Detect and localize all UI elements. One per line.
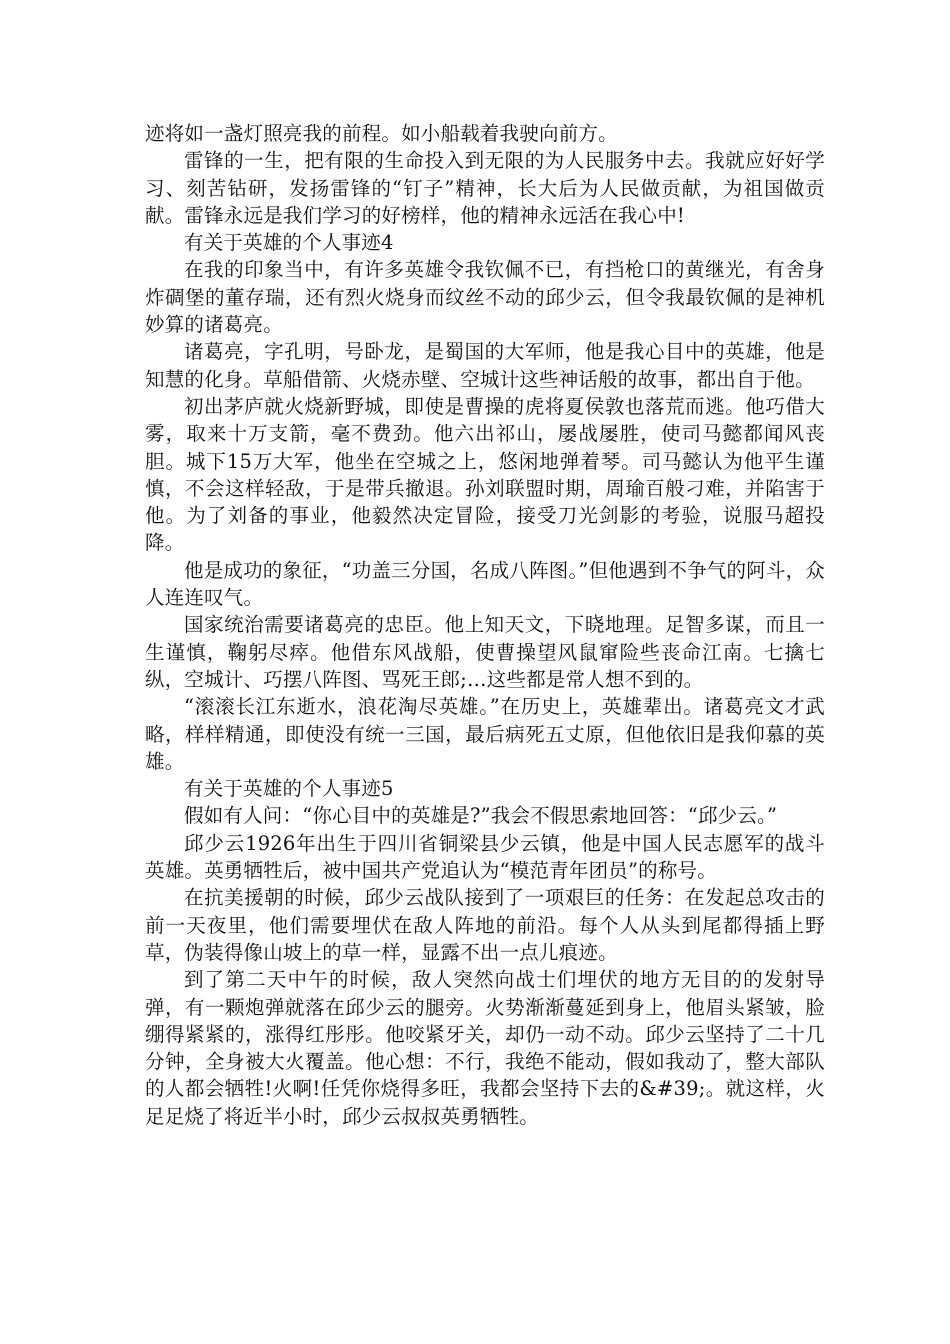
paragraph: 邱少云1926年出生于四川省铜梁县少云镇，他是中国人民志愿军的战斗英雄。英勇牺牲后，被中国共产党追认为“模范青年团员”的称号。 <box>145 831 825 883</box>
paragraph: 诸葛亮，字孔明，号卧龙，是蜀国的大军师，他是我心目中的英雄，他是知慧的化身。草船借箭、火烧赤壁、空城计这些神话般的故事，都出自于他。 <box>145 340 825 391</box>
paragraph: 在抗美援朝的时候，邱少云战队接到了一项艰巨的任务：在发起总攻击的前一天夜里，他们需要埋伏在敌人阵地的前沿。每个人从头到尾都得插上野草，伪装得像山坡上的草一样，显露不出一点儿痕迹。 <box>145 886 825 964</box>
paragraph: 假如有人问：“你心目中的英雄是?”我会不假思索地回答：“邱少云。” <box>184 804 778 828</box>
document-page <box>145 120 825 1130</box>
paragraph: 迹将如一盏灯照亮我的前程。如小船载着我驶向前方。 <box>145 122 618 145</box>
paragraph: “滚滚长江东逝水，浪花淘尽英雄。”在历史上，英雄辈出。诸葛亮文才武略，样样精通，即使没有统一三国，最后病死五丈原，但他依旧是我仰慕的英雄。 <box>145 695 825 773</box>
paragraph: 雷锋的一生，把有限的生命投入到无限的为人民服务中去。我就应好好学习、刻苦钻研，发扬雷锋的“钉子”精神，长大后为人民做贡献，为祖国做贡献。雷锋永远是我们学习的好榜样，他的精神永远活在我心中! <box>145 149 825 227</box>
paragraph: 到了第二天中午的时候，敌人突然向战士们埋伏的地方无目的的发射导弹，有一颗炮弹就落在邱少云的腿旁。火势渐渐蔓延到身上，他眉头紧皱，脸绷得紧紧的，涨得红彤彤。他咬紧牙关，却仍一动不动。邱少云坚持了二十几分钟，全身被大火覆盖。他心想：不行，我绝不能动，假如我动了，整大部队的人都会牺牲!火啊!任凭你烧得多旺，我都会坚持下去的&#39;。就这样，火足足烧了将近半小时，邱少云叔叔英勇牺牲。 <box>145 968 825 1128</box>
paragraph: 初出茅庐就火烧新野城，即使是曹操的虎将夏侯敦也落荒而逃。他巧借大雾，取来十万支箭，毫不费劲。他六出祁山，屡战屡胜，使司马懿都闻风丧胆。城下15万大军，他坐在空城之上，悠闲地弹着琴。司马懿认为他平生谨慎，不会这样轻敌，于是带兵撤退。孙刘联盟时期，周瑜百般刁难，并陷害于他。为了刘备的事业，他毅然决定冒险，接受刀光剑影的考验，说服马超投降。 <box>145 394 825 555</box>
paragraph: 在我的印象当中，有许多英雄令我钦佩不已，有挡枪口的黄继光，有舍身炸碉堡的董存瑞，还有烈火烧身而纹丝不动的邱少云，但令我最钦佩的是神机妙算的诸葛亮。 <box>145 258 825 337</box>
paragraph: 国家统治需要诸葛亮的忠臣。他上知天文，下晓地理。足智多谋，而且一生谨慎，鞠躬尽瘁。他借东风战船，使曹操望风鼠窜险些丧命江南。七擒七纵，空城计、巧摆八阵图、骂死王郎;…这些都是常人想不到的。 <box>145 613 825 691</box>
section-heading: 有关于英雄的个人事迹5 <box>184 777 394 801</box>
section-heading: 有关于英雄的个人事迹4 <box>184 231 394 255</box>
paragraph: 他是成功的象征，“功盖三分国，名成八阵图。”但他遇到不争气的阿斗，众人连连叹气。 <box>145 558 825 610</box>
